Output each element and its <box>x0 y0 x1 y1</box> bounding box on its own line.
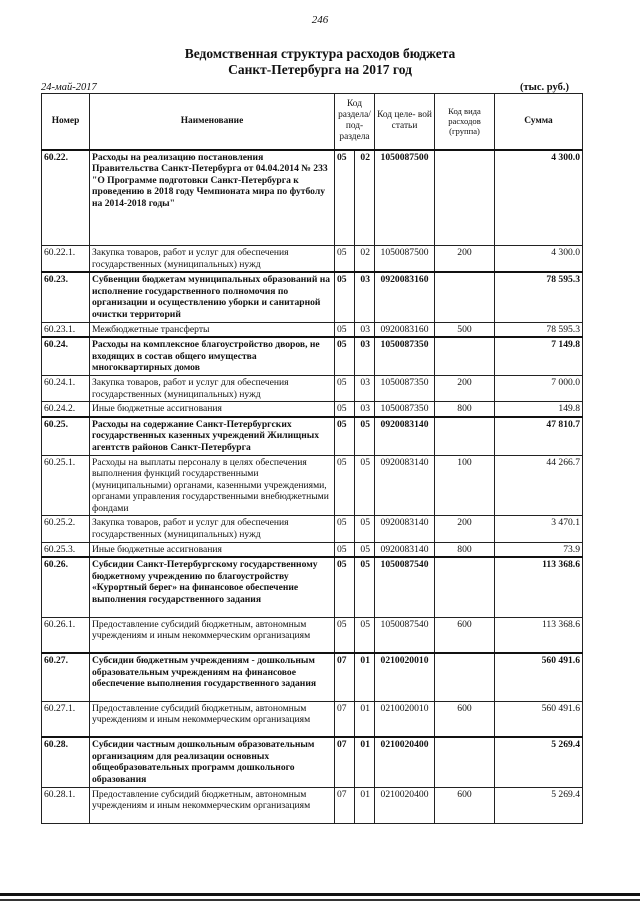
table-row <box>42 653 583 701</box>
row-target-code: 1050087500 <box>375 246 435 273</box>
row-expense-type <box>435 417 495 455</box>
row-number: 60.23. <box>42 272 90 322</box>
header-number: Номер <box>42 94 90 150</box>
row-target-code: 0210020400 <box>375 737 435 787</box>
row-subsection: 05 <box>355 542 375 557</box>
row-number: 60.26.1. <box>42 617 90 653</box>
row-section: 05 <box>335 557 355 617</box>
row-expense-type: 200 <box>435 375 495 401</box>
row-expense-type <box>435 737 495 787</box>
row-target-code: 0920083140 <box>375 455 435 516</box>
row-section: 05 <box>335 516 355 542</box>
header-section: Код раздела/ под- раздела <box>335 94 375 150</box>
row-subsection: 05 <box>355 516 375 542</box>
row-number: 60.25.1. <box>42 455 90 516</box>
table-row <box>42 246 583 273</box>
table-row <box>42 337 583 375</box>
header-sum: Сумма <box>495 94 583 150</box>
row-section: 07 <box>335 787 355 823</box>
row-expense-type <box>435 150 495 246</box>
row-section: 05 <box>335 246 355 273</box>
row-name: Межбюджетные трансферты <box>90 322 335 337</box>
row-sum: 7 000.0 <box>495 375 583 401</box>
table-row <box>42 150 583 246</box>
row-subsection: 05 <box>355 557 375 617</box>
row-subsection: 03 <box>355 322 375 337</box>
row-expense-type: 600 <box>435 787 495 823</box>
title-line-1: Ведомственная структура расходов бюджета <box>184 46 456 61</box>
row-sum: 78 595.3 <box>495 272 583 322</box>
budget-table <box>41 93 583 824</box>
row-section: 05 <box>335 150 355 246</box>
table-row <box>42 542 583 557</box>
row-section: 07 <box>335 737 355 787</box>
row-name: Расходы на комплексное благоустройство дворов, не входящих в состав общего имущества многоквартирных домов <box>90 337 335 375</box>
row-number: 60.28.1. <box>42 787 90 823</box>
row-sum: 44 266.7 <box>495 455 583 516</box>
row-subsection: 01 <box>355 737 375 787</box>
row-number: 60.24.2. <box>42 402 90 417</box>
row-number: 60.25. <box>42 417 90 455</box>
header-target: Код целе- вой статьи <box>375 94 435 150</box>
header-expense-type: Код вида расходов (группа) <box>435 94 495 150</box>
row-expense-type: 600 <box>435 701 495 737</box>
row-sum: 4 300.0 <box>495 150 583 246</box>
row-target-code: 0920083160 <box>375 322 435 337</box>
page-bottom-rule-2 <box>0 899 640 901</box>
row-name: Расходы на выплаты персоналу в целях обеспечения выполнения функций государственными (муниципальными) органами, казенными учреждениями, органами управления государственными внебюджетными фондами <box>90 455 335 516</box>
table-row <box>42 617 583 653</box>
row-number: 60.23.1. <box>42 322 90 337</box>
row-section: 05 <box>335 375 355 401</box>
row-subsection: 03 <box>355 272 375 322</box>
row-sum: 560 491.6 <box>495 653 583 701</box>
row-name: Закупка товаров, работ и услуг для обеспечения государственных (муниципальных) нужд <box>90 375 335 401</box>
row-subsection: 02 <box>355 150 375 246</box>
row-subsection: 03 <box>355 402 375 417</box>
row-section: 05 <box>335 455 355 516</box>
document-title <box>0 46 640 78</box>
row-name: Субсидии частным дошкольным образовательным организациям для реализации основных общеобразовательных программ дошкольного образования <box>90 737 335 787</box>
row-name: Предоставление субсидий бюджетным, автономным учреждениям и иным некоммерческим организациям <box>90 787 335 823</box>
row-name: Предоставление субсидий бюджетным, автономным учреждениям и иным некоммерческим организациям <box>90 617 335 653</box>
row-subsection: 01 <box>355 787 375 823</box>
row-target-code: 1050087350 <box>375 375 435 401</box>
row-target-code: 1050087540 <box>375 617 435 653</box>
row-subsection: 02 <box>355 246 375 273</box>
row-number: 60.24.1. <box>42 375 90 401</box>
row-sum: 3 470.1 <box>495 516 583 542</box>
row-subsection: 05 <box>355 455 375 516</box>
row-name: Субсидии Санкт-Петербургскому государственному бюджетному учреждению по благоустройству «Курортный берег» на финансовое обеспечение выполнения государственного задания <box>90 557 335 617</box>
row-expense-type <box>435 557 495 617</box>
page-bottom-rule <box>0 893 640 896</box>
row-name: Расходы на содержание Санкт-Петербургских государственных казенных учреждений Жилищных агентств районов Санкт-Петербурга <box>90 417 335 455</box>
row-name: Закупка товаров, работ и услуг для обеспечения государственных (муниципальных) нужд <box>90 246 335 273</box>
row-section: 05 <box>335 402 355 417</box>
table-row <box>42 417 583 455</box>
row-expense-type: 500 <box>435 322 495 337</box>
row-target-code: 1050087350 <box>375 337 435 375</box>
row-target-code: 0920083160 <box>375 272 435 322</box>
row-subsection: 05 <box>355 417 375 455</box>
row-name: Иные бюджетные ассигнования <box>90 402 335 417</box>
table-row <box>42 787 583 823</box>
row-target-code: 0210020400 <box>375 787 435 823</box>
row-number: 60.25.2. <box>42 516 90 542</box>
row-name: Закупка товаров, работ и услуг для обеспечения государственных (муниципальных) нужд <box>90 516 335 542</box>
row-expense-type: 100 <box>435 455 495 516</box>
row-sum: 149.8 <box>495 402 583 417</box>
table-row <box>42 737 583 787</box>
table-row <box>42 272 583 322</box>
row-number: 60.28. <box>42 737 90 787</box>
row-number: 60.26. <box>42 557 90 617</box>
row-target-code: 0920083140 <box>375 542 435 557</box>
row-sum: 78 595.3 <box>495 322 583 337</box>
table-row <box>42 557 583 617</box>
table-row <box>42 375 583 401</box>
table-row <box>42 701 583 737</box>
row-sum: 113 368.6 <box>495 557 583 617</box>
row-name: Предоставление субсидий бюджетным, автономным учреждениям и иным некоммерческим организациям <box>90 701 335 737</box>
table-row <box>42 455 583 516</box>
table-row <box>42 516 583 542</box>
units-label: (тыс. руб.) <box>520 82 569 93</box>
row-expense-type <box>435 272 495 322</box>
header-name: Наименование <box>90 94 335 150</box>
row-number: 60.25.3. <box>42 542 90 557</box>
row-section: 07 <box>335 701 355 737</box>
row-target-code: 1050087540 <box>375 557 435 617</box>
row-sum: 4 300.0 <box>495 246 583 273</box>
row-section: 05 <box>335 272 355 322</box>
row-sum: 113 368.6 <box>495 617 583 653</box>
row-section: 05 <box>335 542 355 557</box>
row-subsection: 03 <box>355 375 375 401</box>
row-section: 05 <box>335 417 355 455</box>
row-target-code: 1050087350 <box>375 402 435 417</box>
row-target-code: 0920083140 <box>375 516 435 542</box>
row-target-code: 0210020010 <box>375 701 435 737</box>
row-target-code: 1050087500 <box>375 150 435 246</box>
row-expense-type: 800 <box>435 402 495 417</box>
row-name: Субвенции бюджетам муниципальных образований на исполнение государственного полномочия по организации и осуществлению уборки и санитарной очистки территорий <box>90 272 335 322</box>
row-number: 60.22. <box>42 150 90 246</box>
row-section: 05 <box>335 322 355 337</box>
row-name: Иные бюджетные ассигнования <box>90 542 335 557</box>
row-expense-type <box>435 337 495 375</box>
row-expense-type: 200 <box>435 246 495 273</box>
row-name: Субсидии бюджетным учреждениям - дошкольным образовательным учреждениям на финансовое обеспечение выполнения государственного задания <box>90 653 335 701</box>
row-number: 60.27.1. <box>42 701 90 737</box>
table-row <box>42 322 583 337</box>
row-target-code: 0210020010 <box>375 653 435 701</box>
row-sum: 5 269.4 <box>495 787 583 823</box>
title-line-2: Санкт-Петербурга на 2017 год <box>228 62 412 77</box>
row-section: 07 <box>335 653 355 701</box>
row-sum: 7 149.8 <box>495 337 583 375</box>
row-expense-type: 800 <box>435 542 495 557</box>
row-sum: 73.9 <box>495 542 583 557</box>
row-subsection: 01 <box>355 701 375 737</box>
row-target-code: 0920083140 <box>375 417 435 455</box>
row-expense-type: 600 <box>435 617 495 653</box>
row-expense-type: 200 <box>435 516 495 542</box>
document-date: 24-май-2017 <box>41 82 97 93</box>
row-sum: 5 269.4 <box>495 737 583 787</box>
row-subsection: 03 <box>355 337 375 375</box>
row-section: 05 <box>335 617 355 653</box>
row-number: 60.24. <box>42 337 90 375</box>
row-subsection: 01 <box>355 653 375 701</box>
row-number: 60.22.1. <box>42 246 90 273</box>
row-number: 60.27. <box>42 653 90 701</box>
page-number: 246 <box>311 14 329 26</box>
row-sum: 47 810.7 <box>495 417 583 455</box>
row-name: Расходы на реализацию постановления Правительства Санкт-Петербурга от 04.04.2014 № 233 "О Программе подготовки Санкт-Петербурга к проведению в 2018 году Чемпионата мира по футболу на 2014-2018 годы" <box>90 150 335 246</box>
row-section: 05 <box>335 337 355 375</box>
row-subsection: 05 <box>355 617 375 653</box>
row-expense-type <box>435 653 495 701</box>
row-sum: 560 491.6 <box>495 701 583 737</box>
table-row <box>42 402 583 417</box>
